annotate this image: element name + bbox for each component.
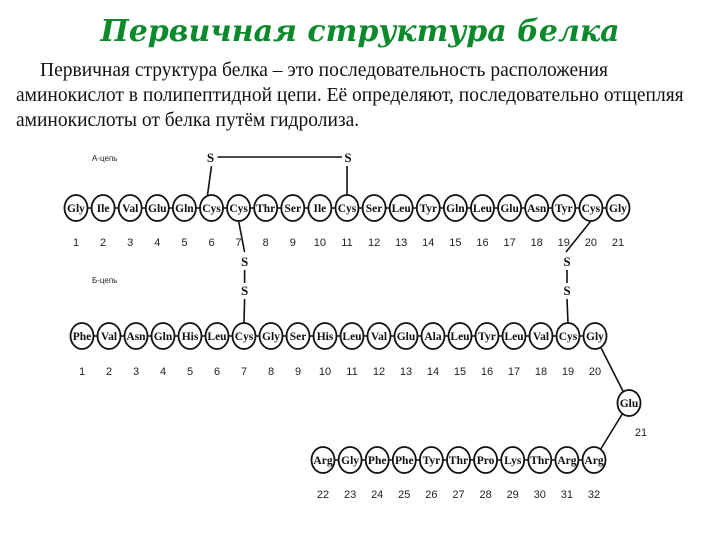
chain-a-label: А-цепь (92, 154, 118, 163)
description-paragraph: Первичная структура белка – это последовательность расположения аминокислот в полипептидной цепи. Её определяют, последовательно отщепляя аминокислоты от белка путём гидролиза. (16, 60, 684, 131)
chain-b-number-21: 21 (634, 427, 648, 439)
chain-a-number-10: 10 (313, 237, 327, 249)
chain-b-residue-20-label: Gly (586, 331, 604, 343)
chain-b-tail-number-30: 30 (533, 489, 546, 501)
disulfide-a7-sulfur: S (240, 254, 249, 269)
chain-b-number-1: 1 (78, 366, 86, 378)
chain-b-tail-number-22: 22 (316, 489, 330, 501)
chain-b-tail-residue-27-label: Thr (448, 455, 469, 467)
chain-a-number-3: 3 (127, 237, 134, 249)
disulfide-b7-sulfur: S (240, 283, 249, 298)
chain-a-residue-5-label: Gln (175, 203, 194, 215)
chain-b-residue-8-label: Gly (262, 331, 280, 343)
chain-b-residue-3-label: Asn (126, 331, 146, 343)
chain-b-tail-residue-23-label: Arg (557, 455, 577, 467)
disulfide-b19-sulfur: S (563, 283, 571, 298)
chain-b-number-7: 7 (240, 366, 248, 378)
chain-b-tail-residue-26-label: Pro (476, 455, 495, 467)
chain-a-number-18: 18 (530, 237, 543, 249)
chain-a-residue-7-label: Cys (229, 203, 248, 215)
disulfide-a11-sulfur: S (344, 150, 352, 165)
chain-b-tail-residue-31-label: Gly (341, 455, 360, 467)
chain-b-number-11: 11 (346, 366, 358, 378)
chain-a-residue-18-label: Asn (527, 203, 547, 215)
chain-b-residue-12-label: Val (370, 331, 388, 343)
chain-b-tail-number-24: 24 (371, 489, 384, 501)
chain-a-residue-3-label: Val (122, 203, 139, 215)
chain-a-number-2: 2 (100, 237, 107, 249)
chain-a-residue-6-label: Cys (202, 203, 221, 215)
chain-a-residue-21-label: Gly (609, 203, 627, 215)
chain-a-number-6: 6 (208, 237, 215, 249)
chain-b-residue-1-label: Phe (72, 331, 92, 343)
chain-b-number-16: 16 (480, 366, 494, 378)
chain-b-residue-6-label: Leu (207, 331, 227, 343)
chain-a-number-7: 7 (235, 237, 242, 249)
chain-a-number-5: 5 (181, 237, 188, 249)
disulfide-a6-link (208, 166, 212, 195)
chain-b-residue-4-label: Gln (153, 331, 173, 343)
page-title: Первичная структура белка (100, 14, 620, 49)
chain-b-residue-5-label: His (181, 331, 199, 343)
chain-b-tail-number-29: 29 (506, 489, 519, 501)
chain-b-residue-15-label: Leu (450, 331, 470, 343)
chain-b-residue-13-label: Glu (396, 331, 416, 343)
chain-b-residue-11-label: Leu (342, 331, 362, 343)
disulfide-a6-sulfur: S (206, 150, 215, 165)
disulfide-a20-sulfur: S (563, 254, 571, 269)
chain-b-number-9: 9 (294, 366, 302, 378)
chain-a-number-17: 17 (503, 237, 516, 249)
chain-b-tail-residue-24-label: Thr (530, 455, 550, 467)
chain-b-residue-9-label: Ser (289, 331, 307, 343)
chain-b-tail-residue-32-label: Arg (313, 455, 333, 467)
chain-b-residue-18-label: Val (532, 331, 550, 343)
chain-b-tail-number-23: 23 (343, 489, 357, 501)
chain-a-residue-20-label: Cys (581, 203, 601, 215)
chain-b-residue-14-label: Ala (424, 331, 442, 343)
chain-b-residue-2-label: Val (100, 331, 118, 343)
chain-b-number-17: 17 (507, 366, 521, 378)
chain-b-tail-residue-28-label: Tyr (422, 455, 441, 467)
chain-a-residue-4-label: Glu (148, 203, 167, 215)
chain-a-residue-2-label: Ile (96, 203, 110, 215)
chain-b-tail-residue-29-label: Phe (395, 455, 414, 467)
chain-b-residue-21-label: Glu (619, 398, 639, 410)
chain-b-number-10: 10 (318, 366, 332, 378)
chain-a-residue-1-label: Gly (67, 203, 85, 215)
chain-a-residue-16-label: Leu (472, 203, 493, 215)
disulfide-b7-link (244, 299, 245, 323)
chain-a-residue-9-label: Ser (284, 203, 302, 215)
chain-a-number-8: 8 (262, 237, 269, 249)
chain-b-residue-7-label: Cys (234, 331, 254, 343)
chain-b-tail-number-26: 26 (425, 489, 438, 501)
chain-b-residue-17-label: Leu (504, 331, 524, 343)
chain-b-number-19: 19 (561, 366, 575, 378)
chain-a-residue-17-label: Glu (500, 203, 519, 215)
chain-b-residue-10-label: His (316, 331, 334, 343)
chain-b-tail-residue-22-label: Arg (584, 455, 604, 467)
chain-a-number-14: 14 (422, 237, 435, 249)
chain-a-number-9: 9 (289, 237, 296, 249)
chain-a-residue-10-label: Ile (313, 203, 327, 215)
chain-b-tail-residue-25-label: Lys (504, 455, 522, 467)
chain-b-tail-number-28: 28 (479, 489, 492, 501)
chain-a-number-1: 1 (72, 237, 80, 249)
disulfide-b19-link (567, 299, 568, 323)
chain-a-residue-14-label: Tyr (419, 203, 438, 215)
chain-a-number-16: 16 (476, 237, 489, 249)
chain-b-number-8: 8 (267, 366, 275, 378)
chain-a-residue-8-label: Thr (256, 203, 276, 215)
chain-a-residue-15-label: Gln (446, 203, 465, 215)
chain-b-number-2: 2 (105, 366, 113, 378)
chain-a-residue-11-label: Cys (337, 203, 357, 215)
chain-b-number-4: 4 (159, 366, 167, 378)
chain-b-number-13: 13 (399, 366, 413, 378)
chain-b-residue-16-label: Tyr (478, 331, 496, 343)
chain-a-residue-13-label: Leu (391, 203, 411, 215)
chain-b-number-15: 15 (453, 366, 467, 378)
chain-b-tail-residue-30-label: Phe (367, 455, 387, 467)
chain-a-number-11: 11 (341, 237, 353, 249)
chain-a-number-19: 19 (557, 237, 570, 249)
chain-a-number-12: 12 (367, 237, 381, 249)
chain-b-number-6: 6 (213, 366, 221, 378)
chain-b-tail-number-27: 27 (452, 489, 465, 501)
chain-b-tail-number-32: 32 (587, 489, 601, 501)
chain-b-number-20: 20 (588, 366, 602, 378)
chain-a-number-4: 4 (154, 237, 161, 249)
chain-b-tail-number-25: 25 (398, 489, 411, 501)
chain-b-number-14: 14 (426, 366, 440, 378)
chain-b-number-18: 18 (534, 366, 548, 378)
chain-a-number-20: 20 (584, 237, 598, 249)
chain-a-residue-19-label: Tyr (554, 203, 573, 215)
chain-b-number-5: 5 (186, 366, 194, 378)
chain-a-number-15: 15 (449, 237, 462, 249)
chain-b-label: Б-цепь (92, 276, 118, 285)
chain-b-number-3: 3 (132, 366, 140, 378)
chain-b-residue-19-label: Cys (558, 331, 578, 343)
chain-a-number-13: 13 (395, 237, 408, 249)
chain-b-number-12: 12 (372, 366, 386, 378)
chain-b-tail-number-31: 31 (560, 489, 574, 501)
chain-a-number-21: 21 (611, 237, 625, 249)
chain-a-residue-12-label: Ser (365, 203, 383, 215)
